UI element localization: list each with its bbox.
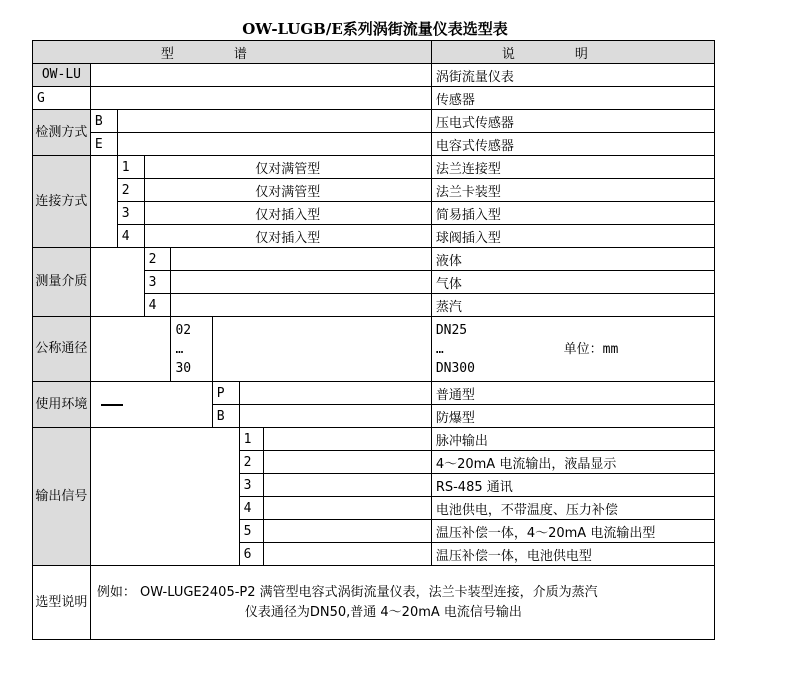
blank-cell bbox=[117, 133, 431, 156]
desc-medium-2: 液体 bbox=[431, 248, 714, 271]
code-output-3: 3 bbox=[239, 474, 264, 497]
code-output-2: 2 bbox=[239, 451, 264, 474]
desc-env-p: 普通型 bbox=[431, 382, 714, 405]
blank-cell bbox=[264, 451, 431, 474]
code-ow-lu: OW-LU bbox=[33, 64, 91, 87]
unit-label: 单位：mm bbox=[563, 341, 619, 357]
code-env-b: B bbox=[212, 405, 239, 428]
row-ow-lu bbox=[33, 64, 715, 87]
blank-cell bbox=[90, 64, 431, 87]
row-medium-2 bbox=[33, 248, 715, 271]
desc-medium-3: 气体 bbox=[431, 271, 714, 294]
blank-cell bbox=[264, 497, 431, 520]
blank-cell bbox=[212, 317, 431, 382]
desc-output-6: 温压补偿一体，电池供电型 bbox=[431, 543, 714, 566]
desc-detect-e: 电容式传感器 bbox=[431, 133, 714, 156]
row-connect-1 bbox=[33, 156, 715, 179]
code-connect-2: 2 bbox=[117, 179, 144, 202]
desc-output-1: 脉冲输出 bbox=[431, 428, 714, 451]
code-output-1: 1 bbox=[239, 428, 264, 451]
code-medium-2: 2 bbox=[144, 248, 171, 271]
selection-table bbox=[32, 40, 715, 640]
blank-cell bbox=[90, 248, 144, 317]
blank-cell bbox=[239, 405, 431, 428]
desc-output-3: RS-485 通讯 bbox=[431, 474, 714, 497]
label-note: 选型说明 bbox=[33, 566, 91, 640]
desc-detect-b: 压电式传感器 bbox=[431, 110, 714, 133]
desc-g: 传感器 bbox=[431, 87, 714, 110]
blank-cell bbox=[239, 382, 431, 405]
row-g bbox=[33, 87, 715, 110]
code-detect-b: B bbox=[90, 110, 117, 133]
desc-env-b: 防爆型 bbox=[431, 405, 714, 428]
row-env-p bbox=[33, 382, 715, 405]
page-title: OW-LUGB/E系列涡街流量仪表选型表 bbox=[242, 20, 508, 38]
dash-cell bbox=[90, 382, 212, 428]
code-output-5: 5 bbox=[239, 520, 264, 543]
code-connect-1: 1 bbox=[117, 156, 144, 179]
note-connect-4: 仅对插入型 bbox=[144, 225, 431, 248]
desc-diameter-end: DN300 bbox=[435, 360, 475, 376]
row-note bbox=[33, 566, 715, 640]
code-env-p: P bbox=[212, 382, 239, 405]
blank-cell bbox=[90, 87, 431, 110]
row-connect-3 bbox=[33, 202, 715, 225]
code-diameter-end: 30 bbox=[175, 360, 192, 376]
label-env: 使用环境 bbox=[33, 382, 91, 428]
label-output: 输出信号 bbox=[33, 428, 91, 566]
dash-mark bbox=[101, 404, 123, 406]
code-g: G bbox=[33, 87, 91, 110]
row-output-1 bbox=[33, 428, 715, 451]
label-connect: 连接方式 bbox=[33, 156, 91, 248]
desc-diameter-middle bbox=[436, 340, 714, 359]
desc-medium-4: 蒸汽 bbox=[431, 294, 714, 317]
label-diameter: 公称通径 bbox=[33, 317, 91, 382]
row-detect-b bbox=[33, 110, 715, 133]
label-medium: 测量介质 bbox=[33, 248, 91, 317]
blank-cell bbox=[117, 110, 431, 133]
code-connect-4: 4 bbox=[117, 225, 144, 248]
blank-cell bbox=[171, 294, 431, 317]
blank-cell bbox=[264, 520, 431, 543]
header-desc: 说明 bbox=[431, 41, 714, 64]
desc-diameter-ellipsis: … bbox=[435, 341, 444, 357]
code-connect-3: 3 bbox=[117, 202, 144, 225]
code-diameter-ellipsis: … bbox=[175, 341, 184, 357]
code-medium-3: 3 bbox=[144, 271, 171, 294]
code-detect-e: E bbox=[90, 133, 117, 156]
blank-cell bbox=[264, 543, 431, 566]
label-detect: 检测方式 bbox=[33, 110, 91, 156]
desc-diameter-start: DN25 bbox=[435, 322, 468, 338]
note-connect-2: 仅对满管型 bbox=[144, 179, 431, 202]
code-medium-4: 4 bbox=[144, 294, 171, 317]
codes-diameter bbox=[171, 317, 212, 382]
row-connect-4 bbox=[33, 225, 715, 248]
blank-cell bbox=[90, 428, 239, 566]
code-output-4: 4 bbox=[239, 497, 264, 520]
header-model: 型谱 bbox=[33, 41, 432, 64]
note-connect-3: 仅对插入型 bbox=[144, 202, 431, 225]
desc-connect-2: 法兰卡装型 bbox=[431, 179, 714, 202]
desc-output-5: 温压补偿一体，4～20mA 电流输出型 bbox=[431, 520, 714, 543]
blank-cell bbox=[171, 271, 431, 294]
desc-connect-1: 法兰连接型 bbox=[431, 156, 714, 179]
desc-connect-4: 球阀插入型 bbox=[431, 225, 714, 248]
blank-cell bbox=[90, 156, 117, 248]
blank-cell bbox=[264, 474, 431, 497]
header-row bbox=[33, 41, 715, 64]
note-line-2: 仪表通径为DN50,普通 4～20mA 电流信号输出 bbox=[244, 604, 522, 620]
row-connect-2 bbox=[33, 179, 715, 202]
desc-output-4: 电池供电，不带温度、压力补偿 bbox=[431, 497, 714, 520]
blank-cell bbox=[171, 248, 431, 271]
desc-ow-lu: 涡街流量仪表 bbox=[431, 64, 714, 87]
note-text bbox=[90, 566, 714, 640]
code-output-6: 6 bbox=[239, 543, 264, 566]
blank-cell bbox=[90, 317, 171, 382]
code-diameter-start: 02 bbox=[175, 322, 192, 338]
note-line-1: 例如： OW-LUGE2405-P2 满管型电容式涡街流量仪表，法兰卡装型连接，介质为蒸汽 bbox=[96, 584, 598, 600]
desc-connect-3: 简易插入型 bbox=[431, 202, 714, 225]
desc-diameter bbox=[431, 317, 714, 382]
row-diameter bbox=[33, 317, 715, 382]
desc-output-2: 4～20mA 电流输出，液晶显示 bbox=[431, 451, 714, 474]
note-connect-1: 仅对满管型 bbox=[144, 156, 431, 179]
row-detect-e bbox=[33, 133, 715, 156]
blank-cell bbox=[264, 428, 431, 451]
